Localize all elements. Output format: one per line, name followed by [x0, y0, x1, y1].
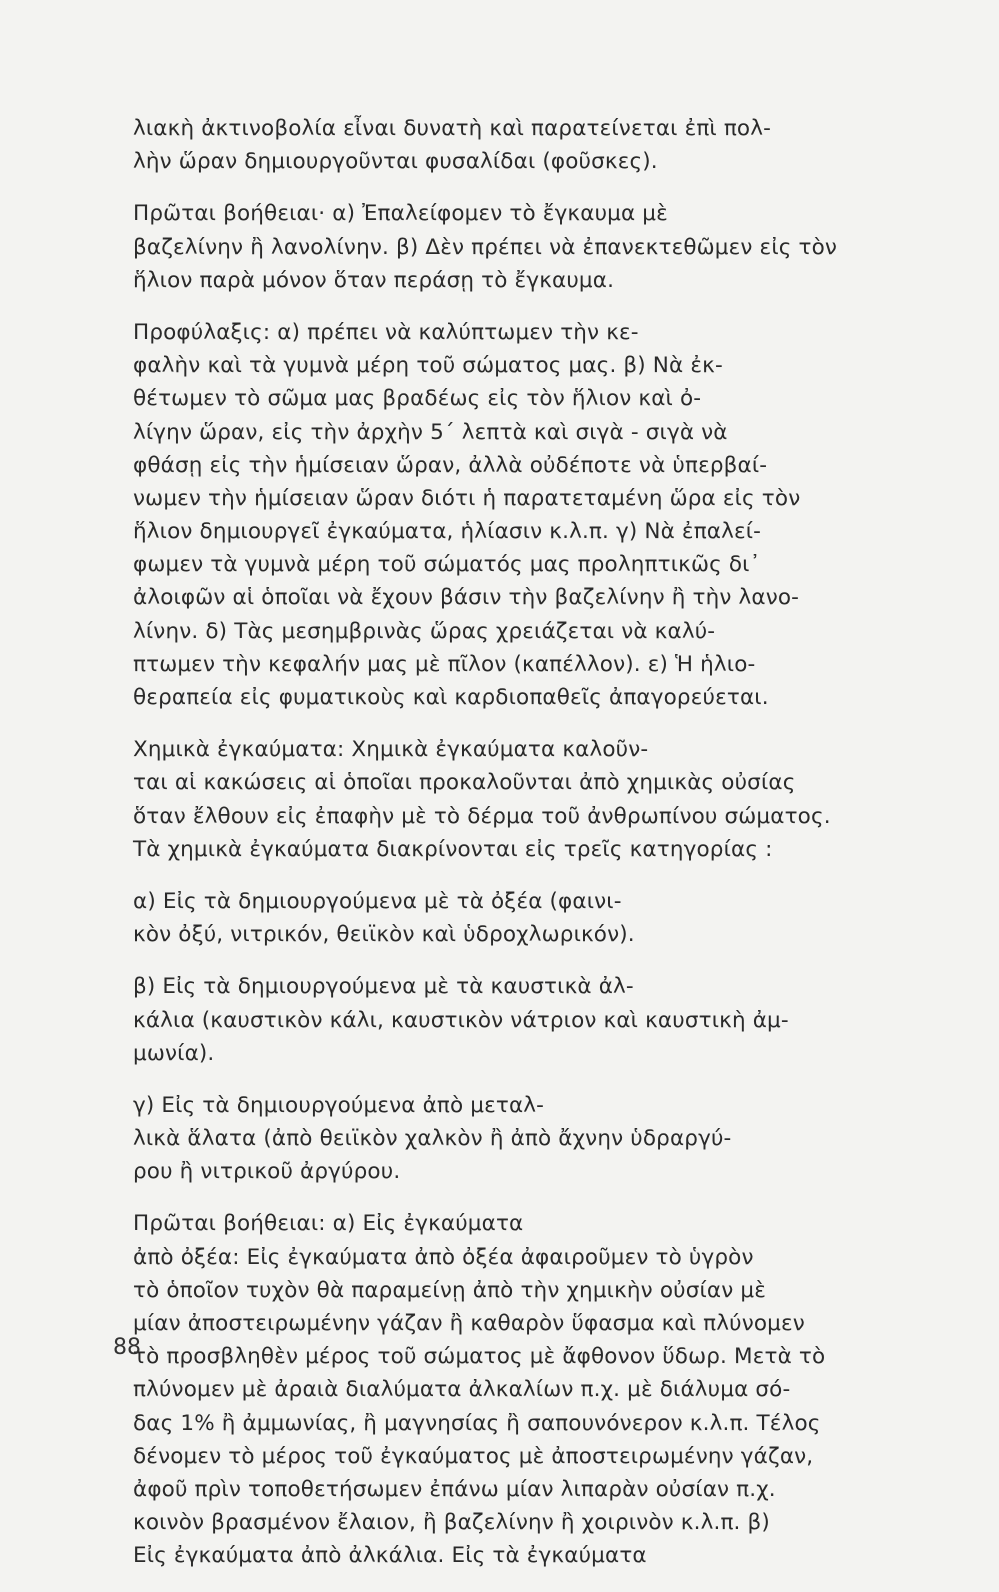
text-line: μωνία). [133, 1040, 215, 1066]
text-line: κοινὸν βρασμένον ἔλαιον, ἢ βαζελίνην ἢ χοιρινὸν κ.λ.π. β) [133, 1510, 770, 1536]
paragraph-category-metal-salts [133, 1089, 861, 1189]
text-line: λίγην ὥραν, εἰς τὴν ἀρχὴν 5΄ λεπτὰ καὶ σιγὰ - σιγὰ νὰ [133, 419, 728, 445]
text-line: φθάσῃ εἰς τὴν ἡμίσειαν ὥραν, ἀλλὰ οὐδέποτε νὰ ὑπερβαί- [133, 452, 768, 478]
text-line: ρου ἢ νιτρικοῦ ἀργύρου. [133, 1159, 401, 1185]
text-line: ἀφοῦ πρὶν τοποθετήσωμεν ἐπάνω μίαν λιπαρὰν οὐσίαν π.χ. [133, 1476, 776, 1502]
page-number: 88 [113, 1335, 141, 1360]
text-line: κὸν ὀξύ, νιτρικόν, θειϊκὸν καὶ ὑδροχλωρικόν). [133, 922, 635, 948]
text-line: δένομεν τὸ μέρος τοῦ ἐγκαύματος μὲ ἀποστειρωμένην γάζαν, [133, 1443, 814, 1469]
text-line: λὴν ὥραν δημιουργοῦνται φυσαλίδαι (φοῦσκες). [133, 149, 658, 175]
paragraph-first-aid-chemical [133, 1207, 861, 1572]
text-line: ται αἱ κακώσεις αἱ ὁποῖαι προκαλοῦνται ἀπὸ χημικὰς οὐσίας [133, 770, 796, 796]
text-line: Πρῶται βοήθειαι: α) Εἰς ἐγκαύματα [133, 1211, 524, 1237]
paragraph-sunburn-blisters [133, 112, 861, 178]
text-line: λικὰ ἅλατα (ἀπὸ θειϊκὸν χαλκὸν ἢ ἀπὸ ἄχνην ὑδραργύ- [133, 1126, 732, 1152]
text-line: ἥλιον παρὰ μόνον ὅταν περάσῃ τὸ ἔγκαυμα. [133, 267, 615, 293]
text-line: φαλὴν καὶ τὰ γυμνὰ μέρη τοῦ σώματος μας. β) Νὰ ἐκ- [133, 353, 723, 379]
text-line: Τὰ χημικὰ ἐγκαύματα διακρίνονται εἰς τρεῖς κατηγορίας : [133, 836, 773, 862]
text-line: μίαν ἀποστειρωμένην γάζαν ἢ καθαρὸν ὕφασμα καὶ πλύνομεν [133, 1311, 805, 1336]
text-line: πλύνομεν μὲ ἀραιὰ διαλύματα ἀλκαλίων π.χ. μὲ διάλυμα σό- [133, 1377, 791, 1403]
text-line: ἀλοιφῶν αἱ ὁποῖαι νὰ ἔχουν βάσιν τὴν βαζελίνην ἢ τὴν λανο- [133, 585, 800, 611]
text-line: τὸ ὁποῖον τυχὸν θὰ παραμείνῃ ἀπὸ τὴν χημικὴν οὐσίαν μὲ [133, 1277, 766, 1303]
text-line: βαζελίνην ἢ λανολίνην. β) Δὲν πρέπει νὰ ἐπανεκτεθῶμεν εἰς τὸν [133, 234, 838, 260]
text-line: γ) Εἰς τὰ δημιουργούμενα ἀπὸ μεταλ- [133, 1092, 545, 1118]
text-line: Πρῶται βοήθειαι· α) Ἐπαλείφομεν τὸ ἔγκαυμα μὲ [133, 201, 668, 227]
text-line: β) Εἰς τὰ δημιουργούμενα μὲ τὰ καυστικὰ ἀλ- [133, 974, 634, 1000]
text-line: Εἰς ἐγκαύματα ἀπὸ ἀλκάλια. Εἰς τὰ ἐγκαύματα [133, 1543, 647, 1569]
paragraph-chemical-burns [133, 733, 861, 866]
paragraph-prevention [133, 316, 861, 714]
text-line: ὅταν ἔλθουν εἰς ἐπαφὴν μὲ τὸ δέρμα τοῦ ἀνθρωπίνου σώματος. [133, 803, 831, 829]
text-line: κάλια (καυστικὸν κάλι, καυστικὸν νάτριον καὶ καυστικὴ ἀμ- [133, 1007, 789, 1033]
text-line: ἀπὸ ὀξέα: Εἰς ἐγκαύματα ἀπὸ ὀξέα ἀφαιροῦμεν τὸ ὑγρὸν [133, 1244, 754, 1270]
text-line: λίνην. δ) Τὰς μεσημβρινὰς ὥρας χρειάζεται νὰ καλύ- [133, 618, 716, 644]
text-line: νωμεν τὴν ἡμίσειαν ὥραν διότι ἡ παρατεταμένη ὥρα εἰς τὸν [133, 485, 801, 511]
paragraph-category-acids [133, 885, 861, 951]
text-line: Χημικὰ ἐγκαύματα: Χημικὰ ἐγκαύματα καλοῦν- [133, 737, 649, 763]
text-line: πτωμεν τὴν κεφαλήν μας μὲ πῖλον (καπέλλον). ε) Ἡ ἡλιο- [133, 651, 756, 677]
text-line: α) Εἰς τὰ δημιουργούμενα μὲ τὰ ὀξέα (φαινι- [133, 888, 622, 914]
text-line: τὸ προσβληθὲν μέρος τοῦ σώματος μὲ ἄφθονον ὕδωρ. Μετὰ τὸ [133, 1344, 826, 1370]
text-line: λιακὴ ἀκτινοβολία εἶναι δυνατὴ καὶ παρατείνεται ἐπὶ πολ- [133, 116, 772, 141]
paragraph-first-aid-sunburn [133, 197, 861, 297]
text-line: θεραπεία εἰς φυματικοὺς καὶ καρδιοπαθεῖς ἀπαγορεύεται. [133, 685, 769, 710]
text-line: Προφύλαξις: α) πρέπει νὰ καλύπτωμεν τὴν κε- [133, 319, 639, 345]
text-line: φωμεν τὰ γυμνὰ μέρη τοῦ σώματός μας προληπτικῶς δι᾿ [133, 552, 761, 578]
text-line: ἥλιον δημιουργεῖ ἐγκαύματα, ἡλίασιν κ.λ.π. γ) Νὰ ἐπαλεί- [133, 519, 762, 545]
body-text [133, 112, 861, 1592]
text-line: δας 1% ἢ ἀμμωνίας, ἢ μαγνησίας ἢ σαπουνόνερον κ.λ.π. Τέλος [133, 1410, 821, 1436]
text-line: θέτωμεν τὸ σῶμα μας βραδέως εἰς τὸν ἥλιον καὶ ὀ- [133, 386, 702, 412]
paragraph-category-alkalis [133, 970, 861, 1070]
